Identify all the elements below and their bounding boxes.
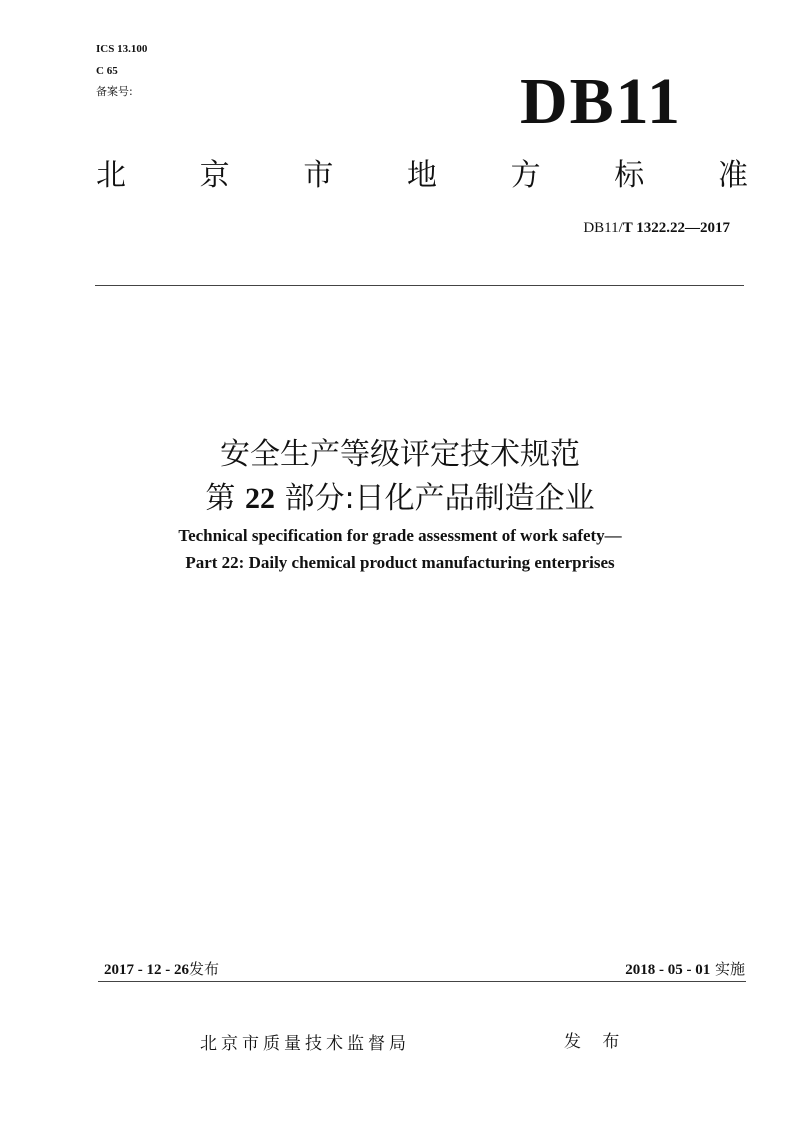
- authority-char: 标: [614, 158, 645, 193]
- authority-char: 准: [717, 158, 748, 193]
- authority-char: 市: [303, 158, 334, 193]
- title-chinese-line2: [60, 478, 740, 520]
- issue-date: [104, 958, 219, 981]
- title-part-number: 22: [244, 482, 275, 515]
- implementation-date-label: 实施: [714, 960, 745, 978]
- ccs-code: C 65: [96, 65, 118, 77]
- implementation-date: [540, 958, 745, 981]
- authority-char: 北: [96, 158, 126, 193]
- title-chinese-line1: 安全生产等级评定技术规范: [220, 437, 580, 472]
- standard-number: [440, 218, 730, 238]
- title-english-line1: Technical specification for grade assessment of work safety—: [178, 526, 622, 545]
- authority-char: 京: [199, 158, 230, 193]
- footer-divider: [98, 981, 746, 982]
- publish-label: 发 布: [564, 1032, 628, 1052]
- filing-number-label: 备案号:: [96, 85, 133, 98]
- publisher-name: 北京市质量技术监督局: [200, 1034, 410, 1054]
- header-divider: [95, 285, 744, 286]
- implementation-date-value: 2018 - 05 - 01: [625, 962, 711, 978]
- authority-char: 地: [406, 158, 437, 193]
- db11-logo: DB11: [520, 65, 683, 138]
- standard-authority: [96, 156, 748, 196]
- issue-date-value: 2017 - 12 - 26: [104, 962, 189, 978]
- standard-number-code: T 1322.22—2017: [622, 220, 730, 236]
- issue-date-label: 发布: [189, 960, 220, 978]
- standard-number-prefix: DB11/: [583, 220, 623, 236]
- title-english-line2: Part 22: Daily chemical product manufacturing enterprises: [185, 553, 615, 572]
- authority-char: 方: [510, 158, 541, 193]
- title-part-suffix: 部分:日化产品制造企业: [274, 481, 595, 516]
- title-part-prefix: 第: [205, 481, 245, 516]
- ics-code: ICS 13.100: [96, 43, 148, 55]
